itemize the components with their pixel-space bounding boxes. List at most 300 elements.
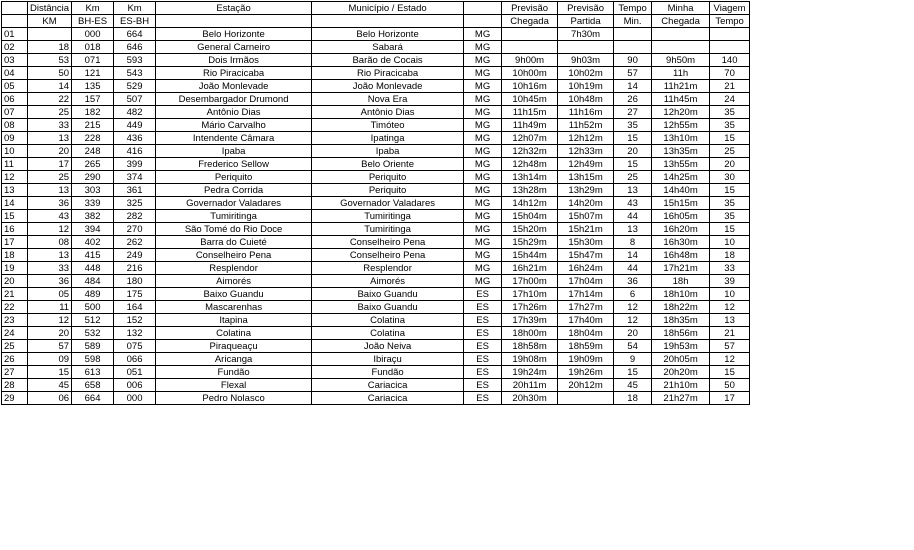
header-minha-chegada-bottom: Chegada bbox=[652, 15, 710, 28]
cell-municipio: Sabará bbox=[312, 41, 464, 54]
cell-previsao-chegada: 13h28m bbox=[502, 184, 558, 197]
cell-uf: MG bbox=[464, 119, 502, 132]
cell-distancia: 22 bbox=[28, 93, 72, 106]
cell-viagem-tempo: 15 bbox=[710, 184, 750, 197]
cell-estacao: Itapina bbox=[156, 314, 312, 327]
cell-distancia: 13 bbox=[28, 132, 72, 145]
cell-km-es-bh: 249 bbox=[114, 249, 156, 262]
cell-km-bh-es: 402 bbox=[72, 236, 114, 249]
header-previsao-chegada-top: Previsão bbox=[502, 2, 558, 15]
cell-km-es-bh: 399 bbox=[114, 158, 156, 171]
cell-viagem-tempo: 35 bbox=[710, 106, 750, 119]
cell-distancia: 06 bbox=[28, 392, 72, 405]
cell-km-es-bh: 482 bbox=[114, 106, 156, 119]
header-uf-top bbox=[464, 2, 502, 15]
cell-previsao-partida: 17h40m bbox=[558, 314, 614, 327]
cell-num: 21 bbox=[2, 288, 28, 301]
cell-num: 22 bbox=[2, 301, 28, 314]
cell-viagem-tempo: 33 bbox=[710, 262, 750, 275]
cell-km-es-bh: 282 bbox=[114, 210, 156, 223]
cell-num: 01 bbox=[2, 28, 28, 41]
cell-municipio: Timóteo bbox=[312, 119, 464, 132]
header-uf-bottom bbox=[464, 15, 502, 28]
cell-estacao: Aricanga bbox=[156, 353, 312, 366]
header-previsao-chegada-bottom: Chegada bbox=[502, 15, 558, 28]
cell-viagem-tempo: 15 bbox=[710, 132, 750, 145]
cell-previsao-partida: 17h04m bbox=[558, 275, 614, 288]
table-row bbox=[2, 80, 750, 93]
cell-uf: MG bbox=[464, 158, 502, 171]
table-row bbox=[2, 301, 750, 314]
cell-viagem-tempo: 10 bbox=[710, 236, 750, 249]
cell-previsao-partida: 15h47m bbox=[558, 249, 614, 262]
cell-tempo-min: 13 bbox=[614, 184, 652, 197]
cell-minha-chegada: 13h35m bbox=[652, 145, 710, 158]
header-municipio-bottom bbox=[312, 15, 464, 28]
cell-municipio: Conselheiro Pena bbox=[312, 249, 464, 262]
table-row bbox=[2, 106, 750, 119]
cell-estacao: Dois Irmãos bbox=[156, 54, 312, 67]
header-minha-chegada-top: Minha bbox=[652, 2, 710, 15]
cell-tempo-min: 20 bbox=[614, 145, 652, 158]
cell-previsao-partida: 17h27m bbox=[558, 301, 614, 314]
cell-km-bh-es: 598 bbox=[72, 353, 114, 366]
table-row bbox=[2, 353, 750, 366]
cell-km-es-bh: 646 bbox=[114, 41, 156, 54]
cell-km-bh-es: 664 bbox=[72, 392, 114, 405]
table-row bbox=[2, 54, 750, 67]
header-previsao-partida-top: Previsão bbox=[558, 2, 614, 15]
cell-num: 29 bbox=[2, 392, 28, 405]
cell-minha-chegada: 18h35m bbox=[652, 314, 710, 327]
cell-distancia: 12 bbox=[28, 314, 72, 327]
cell-distancia: 18 bbox=[28, 41, 72, 54]
cell-minha-chegada: 11h21m bbox=[652, 80, 710, 93]
cell-previsao-chegada bbox=[502, 41, 558, 54]
cell-viagem-tempo: 35 bbox=[710, 119, 750, 132]
cell-viagem-tempo: 70 bbox=[710, 67, 750, 80]
table-row bbox=[2, 67, 750, 80]
cell-municipio: Colatina bbox=[312, 327, 464, 340]
cell-uf: MG bbox=[464, 93, 502, 106]
cell-viagem-tempo: 35 bbox=[710, 210, 750, 223]
cell-distancia: 53 bbox=[28, 54, 72, 67]
cell-municipio: Tumiritinga bbox=[312, 210, 464, 223]
cell-num: 03 bbox=[2, 54, 28, 67]
cell-previsao-partida: 13h15m bbox=[558, 171, 614, 184]
cell-km-es-bh: 175 bbox=[114, 288, 156, 301]
cell-municipio: Governador Valadares bbox=[312, 197, 464, 210]
cell-km-es-bh: 436 bbox=[114, 132, 156, 145]
table-row bbox=[2, 145, 750, 158]
cell-distancia: 05 bbox=[28, 288, 72, 301]
cell-tempo-min: 26 bbox=[614, 93, 652, 106]
cell-uf: MG bbox=[464, 275, 502, 288]
cell-previsao-chegada: 12h07m bbox=[502, 132, 558, 145]
table-row bbox=[2, 93, 750, 106]
cell-num: 07 bbox=[2, 106, 28, 119]
table-body bbox=[2, 28, 750, 405]
cell-previsao-chegada: 15h20m bbox=[502, 223, 558, 236]
cell-tempo-min: 57 bbox=[614, 67, 652, 80]
cell-estacao: Fundão bbox=[156, 366, 312, 379]
cell-previsao-chegada: 19h24m bbox=[502, 366, 558, 379]
cell-uf: MG bbox=[464, 249, 502, 262]
table-row bbox=[2, 197, 750, 210]
cell-municipio: João Monlevade bbox=[312, 80, 464, 93]
cell-km-bh-es: 512 bbox=[72, 314, 114, 327]
cell-previsao-chegada: 10h00m bbox=[502, 67, 558, 80]
cell-num: 12 bbox=[2, 171, 28, 184]
table-row bbox=[2, 210, 750, 223]
cell-distancia: 25 bbox=[28, 171, 72, 184]
cell-km-es-bh: 132 bbox=[114, 327, 156, 340]
cell-viagem-tempo: 12 bbox=[710, 301, 750, 314]
cell-previsao-chegada: 13h14m bbox=[502, 171, 558, 184]
cell-previsao-chegada: 10h45m bbox=[502, 93, 558, 106]
cell-uf: MG bbox=[464, 210, 502, 223]
cell-minha-chegada: 16h48m bbox=[652, 249, 710, 262]
cell-municipio: Belo Horizonte bbox=[312, 28, 464, 41]
cell-distancia bbox=[28, 28, 72, 41]
cell-num: 14 bbox=[2, 197, 28, 210]
cell-uf: MG bbox=[464, 106, 502, 119]
cell-distancia: 14 bbox=[28, 80, 72, 93]
cell-distancia: 17 bbox=[28, 158, 72, 171]
cell-uf: MG bbox=[464, 184, 502, 197]
cell-km-es-bh: 325 bbox=[114, 197, 156, 210]
cell-estacao: Belo Horizonte bbox=[156, 28, 312, 41]
table-row bbox=[2, 340, 750, 353]
cell-previsao-partida: 17h14m bbox=[558, 288, 614, 301]
cell-uf: ES bbox=[464, 327, 502, 340]
header-estacao-bottom bbox=[156, 15, 312, 28]
cell-distancia: 33 bbox=[28, 262, 72, 275]
cell-num: 04 bbox=[2, 67, 28, 80]
cell-tempo-min: 13 bbox=[614, 223, 652, 236]
header-row-top bbox=[2, 2, 750, 15]
cell-estacao: Ipaba bbox=[156, 145, 312, 158]
cell-distancia: 13 bbox=[28, 249, 72, 262]
cell-minha-chegada: 14h25m bbox=[652, 171, 710, 184]
cell-viagem-tempo: 140 bbox=[710, 54, 750, 67]
cell-municipio: João Neiva bbox=[312, 340, 464, 353]
table-row bbox=[2, 249, 750, 262]
cell-uf: MG bbox=[464, 145, 502, 158]
cell-minha-chegada: 18h56m bbox=[652, 327, 710, 340]
cell-km-bh-es: 382 bbox=[72, 210, 114, 223]
cell-previsao-chegada: 18h58m bbox=[502, 340, 558, 353]
cell-municipio: Ibiraçu bbox=[312, 353, 464, 366]
cell-municipio: Colatina bbox=[312, 314, 464, 327]
cell-estacao: Piraqueaçu bbox=[156, 340, 312, 353]
cell-uf: MG bbox=[464, 236, 502, 249]
table-row bbox=[2, 288, 750, 301]
cell-km-es-bh: 262 bbox=[114, 236, 156, 249]
header-viagem-tempo-bottom: Tempo bbox=[710, 15, 750, 28]
table-row bbox=[2, 262, 750, 275]
cell-num: 13 bbox=[2, 184, 28, 197]
cell-uf: ES bbox=[464, 288, 502, 301]
cell-distancia: 50 bbox=[28, 67, 72, 80]
cell-num: 27 bbox=[2, 366, 28, 379]
table-row bbox=[2, 236, 750, 249]
cell-distancia: 11 bbox=[28, 301, 72, 314]
cell-km-bh-es: 303 bbox=[72, 184, 114, 197]
cell-num: 26 bbox=[2, 353, 28, 366]
header-previsao-partida-bottom: Partida bbox=[558, 15, 614, 28]
cell-km-es-bh: 075 bbox=[114, 340, 156, 353]
cell-km-bh-es: 018 bbox=[72, 41, 114, 54]
cell-distancia: 36 bbox=[28, 197, 72, 210]
cell-viagem-tempo: 13 bbox=[710, 314, 750, 327]
cell-estacao: Desembargador Drumond bbox=[156, 93, 312, 106]
cell-km-bh-es: 228 bbox=[72, 132, 114, 145]
cell-previsao-partida: 18h59m bbox=[558, 340, 614, 353]
cell-municipio: Ipatinga bbox=[312, 132, 464, 145]
cell-uf: MG bbox=[464, 197, 502, 210]
cell-km-bh-es: 135 bbox=[72, 80, 114, 93]
cell-km-bh-es: 248 bbox=[72, 145, 114, 158]
cell-distancia: 43 bbox=[28, 210, 72, 223]
table-row bbox=[2, 119, 750, 132]
cell-tempo-min: 44 bbox=[614, 262, 652, 275]
cell-viagem-tempo: 24 bbox=[710, 93, 750, 106]
cell-municipio: Resplendor bbox=[312, 262, 464, 275]
cell-uf: ES bbox=[464, 301, 502, 314]
cell-estacao: Pedra Corrida bbox=[156, 184, 312, 197]
cell-previsao-partida: 12h12m bbox=[558, 132, 614, 145]
cell-km-bh-es: 532 bbox=[72, 327, 114, 340]
header-municipio-top: Município / Estado bbox=[312, 2, 464, 15]
cell-estacao: Governador Valadares bbox=[156, 197, 312, 210]
cell-municipio: Ipaba bbox=[312, 145, 464, 158]
cell-uf: ES bbox=[464, 353, 502, 366]
cell-previsao-partida: 12h33m bbox=[558, 145, 614, 158]
cell-previsao-chegada: 15h29m bbox=[502, 236, 558, 249]
cell-tempo-min: 18 bbox=[614, 392, 652, 405]
cell-km-es-bh: 006 bbox=[114, 379, 156, 392]
cell-previsao-chegada: 17h00m bbox=[502, 275, 558, 288]
table-row bbox=[2, 184, 750, 197]
cell-previsao-partida: 16h24m bbox=[558, 262, 614, 275]
cell-distancia: 08 bbox=[28, 236, 72, 249]
cell-previsao-chegada: 19h08m bbox=[502, 353, 558, 366]
cell-km-es-bh: 164 bbox=[114, 301, 156, 314]
cell-previsao-partida: 19h26m bbox=[558, 366, 614, 379]
cell-km-es-bh: 180 bbox=[114, 275, 156, 288]
cell-municipio: Cariacica bbox=[312, 379, 464, 392]
cell-previsao-chegada bbox=[502, 28, 558, 41]
cell-uf: ES bbox=[464, 314, 502, 327]
cell-uf: ES bbox=[464, 379, 502, 392]
cell-previsao-partida bbox=[558, 41, 614, 54]
cell-uf: MG bbox=[464, 171, 502, 184]
cell-num: 06 bbox=[2, 93, 28, 106]
header-km-es-bh-top: Km bbox=[114, 2, 156, 15]
cell-tempo-min: 6 bbox=[614, 288, 652, 301]
cell-previsao-chegada: 11h49m bbox=[502, 119, 558, 132]
cell-estacao: Conselheiro Pena bbox=[156, 249, 312, 262]
cell-estacao: Rio Piracicaba bbox=[156, 67, 312, 80]
cell-km-es-bh: 066 bbox=[114, 353, 156, 366]
cell-municipio: Tumiritinga bbox=[312, 223, 464, 236]
cell-num: 09 bbox=[2, 132, 28, 145]
cell-municipio: Rio Piracicaba bbox=[312, 67, 464, 80]
cell-viagem-tempo: 15 bbox=[710, 366, 750, 379]
cell-tempo-min: 20 bbox=[614, 327, 652, 340]
cell-estacao: Barra do Cuieté bbox=[156, 236, 312, 249]
cell-km-es-bh: 152 bbox=[114, 314, 156, 327]
cell-tempo-min: 15 bbox=[614, 158, 652, 171]
cell-tempo-min: 15 bbox=[614, 366, 652, 379]
cell-municipio: Barão de Cocais bbox=[312, 54, 464, 67]
cell-municipio: Periquito bbox=[312, 184, 464, 197]
cell-previsao-chegada: 10h16m bbox=[502, 80, 558, 93]
cell-km-bh-es: 484 bbox=[72, 275, 114, 288]
cell-viagem-tempo bbox=[710, 41, 750, 54]
cell-estacao: Mário Carvalho bbox=[156, 119, 312, 132]
cell-viagem-tempo: 20 bbox=[710, 158, 750, 171]
cell-km-bh-es: 613 bbox=[72, 366, 114, 379]
cell-km-es-bh: 270 bbox=[114, 223, 156, 236]
cell-km-bh-es: 489 bbox=[72, 288, 114, 301]
table-row bbox=[2, 379, 750, 392]
cell-tempo-min: 9 bbox=[614, 353, 652, 366]
cell-uf: MG bbox=[464, 223, 502, 236]
cell-uf: MG bbox=[464, 54, 502, 67]
cell-km-es-bh: 593 bbox=[114, 54, 156, 67]
cell-km-bh-es: 215 bbox=[72, 119, 114, 132]
cell-tempo-min: 8 bbox=[614, 236, 652, 249]
cell-estacao: São Tomé do Rio Doce bbox=[156, 223, 312, 236]
cell-minha-chegada: 18h bbox=[652, 275, 710, 288]
cell-viagem-tempo: 57 bbox=[710, 340, 750, 353]
cell-uf: MG bbox=[464, 67, 502, 80]
cell-tempo-min: 90 bbox=[614, 54, 652, 67]
cell-tempo-min: 44 bbox=[614, 210, 652, 223]
cell-tempo-min bbox=[614, 41, 652, 54]
cell-minha-chegada: 18h22m bbox=[652, 301, 710, 314]
cell-num: 23 bbox=[2, 314, 28, 327]
header-row-bottom bbox=[2, 15, 750, 28]
cell-minha-chegada: 14h40m bbox=[652, 184, 710, 197]
cell-municipio: Aimorés bbox=[312, 275, 464, 288]
cell-km-bh-es: 415 bbox=[72, 249, 114, 262]
cell-minha-chegada: 9h50m bbox=[652, 54, 710, 67]
cell-km-es-bh: 374 bbox=[114, 171, 156, 184]
cell-num: 17 bbox=[2, 236, 28, 249]
cell-viagem-tempo: 21 bbox=[710, 80, 750, 93]
cell-previsao-chegada: 18h00m bbox=[502, 327, 558, 340]
cell-viagem-tempo bbox=[710, 28, 750, 41]
cell-estacao: Tumiritinga bbox=[156, 210, 312, 223]
table-row bbox=[2, 132, 750, 145]
cell-minha-chegada: 19h53m bbox=[652, 340, 710, 353]
cell-km-bh-es: 290 bbox=[72, 171, 114, 184]
cell-estacao: Colatina bbox=[156, 327, 312, 340]
cell-tempo-min: 25 bbox=[614, 171, 652, 184]
cell-km-es-bh: 216 bbox=[114, 262, 156, 275]
train-schedule-table bbox=[1, 1, 750, 405]
cell-distancia: 25 bbox=[28, 106, 72, 119]
header-tempo-min-bottom: Min. bbox=[614, 15, 652, 28]
cell-estacao: Flexal bbox=[156, 379, 312, 392]
cell-viagem-tempo: 15 bbox=[710, 223, 750, 236]
cell-tempo-min: 35 bbox=[614, 119, 652, 132]
cell-minha-chegada: 16h20m bbox=[652, 223, 710, 236]
cell-municipio: Nova Era bbox=[312, 93, 464, 106]
cell-km-bh-es: 182 bbox=[72, 106, 114, 119]
cell-previsao-partida: 12h49m bbox=[558, 158, 614, 171]
cell-minha-chegada: 16h30m bbox=[652, 236, 710, 249]
cell-tempo-min: 27 bbox=[614, 106, 652, 119]
cell-num: 11 bbox=[2, 158, 28, 171]
cell-num: 24 bbox=[2, 327, 28, 340]
cell-estacao: Intendente Câmara bbox=[156, 132, 312, 145]
cell-estacao: Mascarenhas bbox=[156, 301, 312, 314]
cell-previsao-chegada: 15h44m bbox=[502, 249, 558, 262]
cell-viagem-tempo: 10 bbox=[710, 288, 750, 301]
cell-km-bh-es: 658 bbox=[72, 379, 114, 392]
cell-estacao: Baixo Guandu bbox=[156, 288, 312, 301]
cell-minha-chegada: 12h55m bbox=[652, 119, 710, 132]
cell-previsao-partida: 10h19m bbox=[558, 80, 614, 93]
cell-previsao-partida: 10h48m bbox=[558, 93, 614, 106]
cell-uf: MG bbox=[464, 132, 502, 145]
cell-km-es-bh: 529 bbox=[114, 80, 156, 93]
cell-minha-chegada: 20h05m bbox=[652, 353, 710, 366]
cell-distancia: 57 bbox=[28, 340, 72, 353]
cell-previsao-partida: 15h21m bbox=[558, 223, 614, 236]
cell-viagem-tempo: 39 bbox=[710, 275, 750, 288]
cell-previsao-chegada: 11h15m bbox=[502, 106, 558, 119]
cell-minha-chegada: 12h20m bbox=[652, 106, 710, 119]
cell-tempo-min: 14 bbox=[614, 249, 652, 262]
cell-km-bh-es: 394 bbox=[72, 223, 114, 236]
cell-previsao-chegada: 16h21m bbox=[502, 262, 558, 275]
cell-viagem-tempo: 50 bbox=[710, 379, 750, 392]
cell-distancia: 20 bbox=[28, 327, 72, 340]
cell-tempo-min: 45 bbox=[614, 379, 652, 392]
cell-num: 25 bbox=[2, 340, 28, 353]
cell-uf: MG bbox=[464, 41, 502, 54]
header-tempo-min-top: Tempo bbox=[614, 2, 652, 15]
cell-km-bh-es: 000 bbox=[72, 28, 114, 41]
cell-km-es-bh: 416 bbox=[114, 145, 156, 158]
cell-distancia: 12 bbox=[28, 223, 72, 236]
cell-tempo-min: 43 bbox=[614, 197, 652, 210]
cell-uf: ES bbox=[464, 340, 502, 353]
cell-tempo-min: 54 bbox=[614, 340, 652, 353]
cell-minha-chegada: 15h15m bbox=[652, 197, 710, 210]
cell-viagem-tempo: 18 bbox=[710, 249, 750, 262]
cell-minha-chegada: 16h05m bbox=[652, 210, 710, 223]
cell-previsao-chegada: 9h00m bbox=[502, 54, 558, 67]
cell-uf: MG bbox=[464, 28, 502, 41]
cell-km-bh-es: 121 bbox=[72, 67, 114, 80]
cell-previsao-chegada: 17h10m bbox=[502, 288, 558, 301]
cell-distancia: 45 bbox=[28, 379, 72, 392]
table-row bbox=[2, 158, 750, 171]
cell-tempo-min: 15 bbox=[614, 132, 652, 145]
header-km-es-bh-bottom: ES-BH bbox=[114, 15, 156, 28]
cell-distancia: 20 bbox=[28, 145, 72, 158]
cell-previsao-partida: 15h30m bbox=[558, 236, 614, 249]
cell-km-es-bh: 507 bbox=[114, 93, 156, 106]
cell-municipio: Conselheiro Pena bbox=[312, 236, 464, 249]
cell-previsao-partida: 14h20m bbox=[558, 197, 614, 210]
